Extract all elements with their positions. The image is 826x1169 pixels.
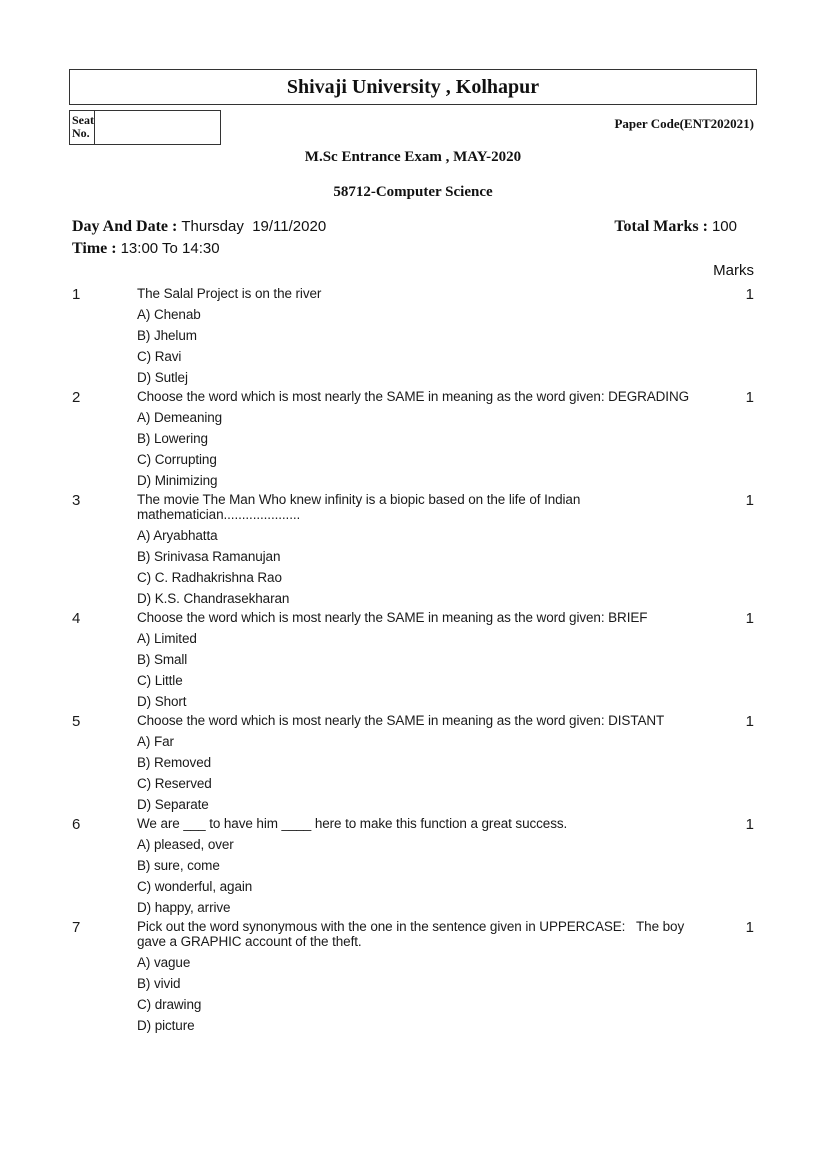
question-number: 6 xyxy=(72,816,81,833)
option-b: B) vivid xyxy=(137,976,181,991)
day-and-date xyxy=(72,218,326,236)
question-marks: 1 xyxy=(745,492,754,509)
university-header-box xyxy=(69,69,757,105)
time-value: 13:00 To 14:30 xyxy=(120,240,220,257)
question-marks: 1 xyxy=(745,816,754,833)
seat-label-line2: No. xyxy=(72,126,90,140)
option-d: D) picture xyxy=(137,1018,195,1033)
question-marks: 1 xyxy=(745,713,754,730)
question-item xyxy=(0,609,826,712)
question-item xyxy=(0,712,826,815)
question-number: 7 xyxy=(72,919,81,936)
option-a: A) Demeaning xyxy=(137,410,223,425)
option-c: C) Ravi xyxy=(137,349,182,364)
question-text: Choose the word which is most nearly the SAME in meaning as the word given: DISTANT xyxy=(137,713,665,728)
question-number: 2 xyxy=(72,389,81,406)
total-marks-label: Total Marks : xyxy=(614,218,708,235)
question-item xyxy=(0,491,826,609)
option-a: A) Aryabhatta xyxy=(137,528,218,543)
question-marks: 1 xyxy=(745,389,754,406)
question-text: The movie The Man Who knew infinity is a biopic based on the life of Indian mathematician..................... xyxy=(137,492,581,522)
option-c: C) Reserved xyxy=(137,776,212,791)
seat-number-field[interactable] xyxy=(95,111,276,144)
question-item xyxy=(0,918,826,1036)
question-text: Pick out the word synonymous with the one in the sentence given in UPPERCASE: The boy gave a GRAPHIC account of the theft. xyxy=(137,919,688,949)
question-marks: 1 xyxy=(745,919,754,936)
option-c: C) Little xyxy=(137,673,183,688)
seat-number-box xyxy=(69,110,221,145)
option-a: A) vague xyxy=(137,955,191,970)
day-date-value: Thursday 19/11/2020 xyxy=(181,218,327,235)
total-marks-value: 100 xyxy=(711,218,737,235)
option-a: A) Chenab xyxy=(137,307,201,322)
subject-title: 58712-Computer Science xyxy=(333,184,493,200)
question-text: The Salal Project is on the river xyxy=(137,286,322,301)
university-title: Shivaji University , Kolhapur xyxy=(286,75,540,98)
question-number: 1 xyxy=(72,286,81,303)
option-d: D) Short xyxy=(137,694,187,709)
option-a: A) Limited xyxy=(137,631,197,646)
option-c: C) C. Radhakrishna Rao xyxy=(137,570,282,585)
option-c: C) Corrupting xyxy=(137,452,217,467)
option-b: B) Jhelum xyxy=(137,328,197,343)
option-b: B) Lowering xyxy=(137,431,208,446)
question-item xyxy=(0,815,826,918)
question-text: We are ___ to have him ____ here to make this function a great success. xyxy=(137,816,568,831)
exam-title: M.Sc Entrance Exam , MAY-2020 xyxy=(304,149,522,165)
question-item xyxy=(0,285,826,388)
question-text: Choose the word which is most nearly the SAME in meaning as the word given: DEGRADING xyxy=(137,389,689,404)
question-marks: 1 xyxy=(745,286,754,303)
seat-number-label xyxy=(70,111,95,144)
marks-column-header: Marks xyxy=(713,262,754,279)
question-marks: 1 xyxy=(745,610,754,627)
option-b: B) Srinivasa Ramanujan xyxy=(137,549,281,564)
option-c: C) drawing xyxy=(137,997,202,1012)
question-text: Choose the word which is most nearly the SAME in meaning as the word given: BRIEF xyxy=(137,610,648,625)
question-item xyxy=(0,388,826,491)
paper-code: Paper Code(ENT202021) xyxy=(614,116,754,131)
option-b: B) Removed xyxy=(137,755,212,770)
question-number: 4 xyxy=(72,610,81,627)
option-b: B) Small xyxy=(137,652,188,667)
day-date-label: Day And Date : xyxy=(72,218,178,235)
exam-time xyxy=(72,240,220,258)
option-d: D) Separate xyxy=(137,797,209,812)
option-d: D) Minimizing xyxy=(137,473,218,488)
question-number: 5 xyxy=(72,713,81,730)
time-label: Time : xyxy=(72,240,117,257)
option-a: A) Far xyxy=(137,734,174,749)
option-c: C) wonderful, again xyxy=(137,879,253,894)
total-marks xyxy=(614,218,737,236)
option-d: D) Sutlej xyxy=(137,370,188,385)
option-b: B) sure, come xyxy=(137,858,220,873)
option-d: D) happy, arrive xyxy=(137,900,231,915)
seat-label-line1: Seat xyxy=(72,113,94,127)
question-number: 3 xyxy=(72,492,81,509)
option-a: A) pleased, over xyxy=(137,837,234,852)
option-d: D) K.S. Chandrasekharan xyxy=(137,591,290,606)
question-list xyxy=(0,285,826,1036)
